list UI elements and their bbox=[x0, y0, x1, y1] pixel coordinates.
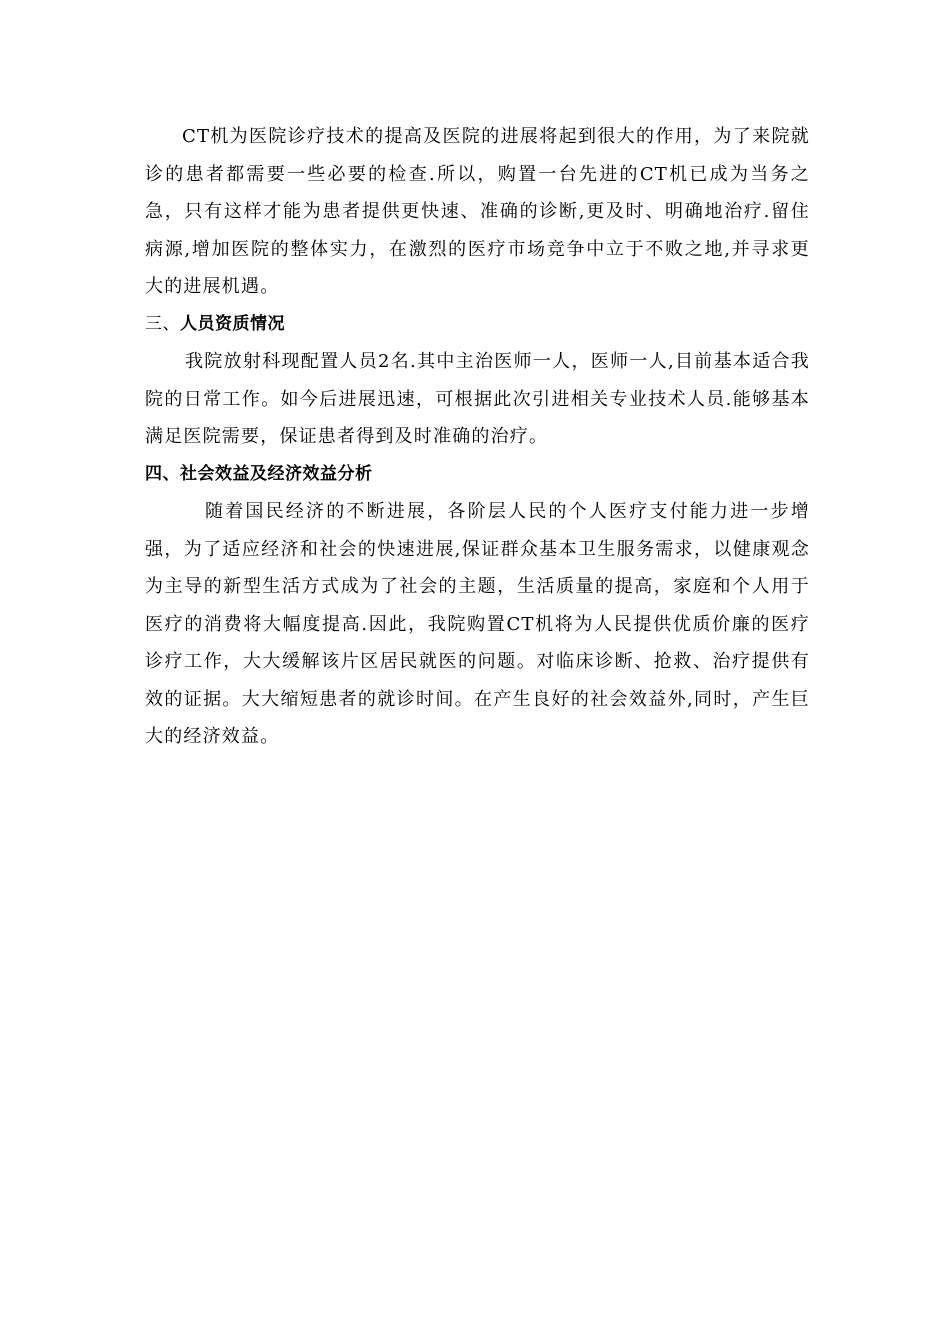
section-heading-staff bbox=[145, 306, 810, 344]
section-title-staff: 人员资质情况 bbox=[180, 313, 285, 334]
paragraph-staff-qualifications: 我院放射科现配置人员2名.其中主治医师一人，医师一人,目前基本适合我院的日常工作。如今后进展迅速，可根据此次引进相关专业技术人员.能够基本满足医院需要，保证患者得到及时准确的治疗。 bbox=[145, 351, 810, 447]
paragraph-benefits-analysis: 随着国民经济的不断进展，各阶层人民的个人医疗支付能力进一步增强，为了适应经济和社会的快速进展,保证群众基本卫生服务需求，以健康观念为主导的新型生活方式成为了社会的主题，生活质量的提高，家庭和个人用于医疗的消费将大幅度提高.因此，我院购置CT机将为人民提供优质价廉的医疗诊疗工作，大大缓解该片区居民就医的问题。对临床诊断、抢救、治疗提供有效的证据。大大缩短患者的就诊时间。在产生良好的社会效益外,同时，产生巨大的经济效益。 bbox=[145, 501, 810, 747]
paragraph-ct-importance: CT机为医院诊疗技术的提高及医院的进展将起到很大的作用，为了来院就诊的患者都需要一些必要的检查.所以，购置一台先进的CT机已成为当务之急，只有这样才能为患者提供更快速、准确的诊断,更及时、明确地治疗.留住病源,增加医院的整体实力，在激烈的医疗市场竞争中立于不败之地,并寻求更大的进展机遇。 bbox=[145, 126, 810, 297]
document-page bbox=[145, 118, 810, 756]
section-number-three: 三、 bbox=[145, 313, 180, 334]
section-heading-benefits: 四、社会效益及经济效益分析 bbox=[145, 463, 373, 484]
